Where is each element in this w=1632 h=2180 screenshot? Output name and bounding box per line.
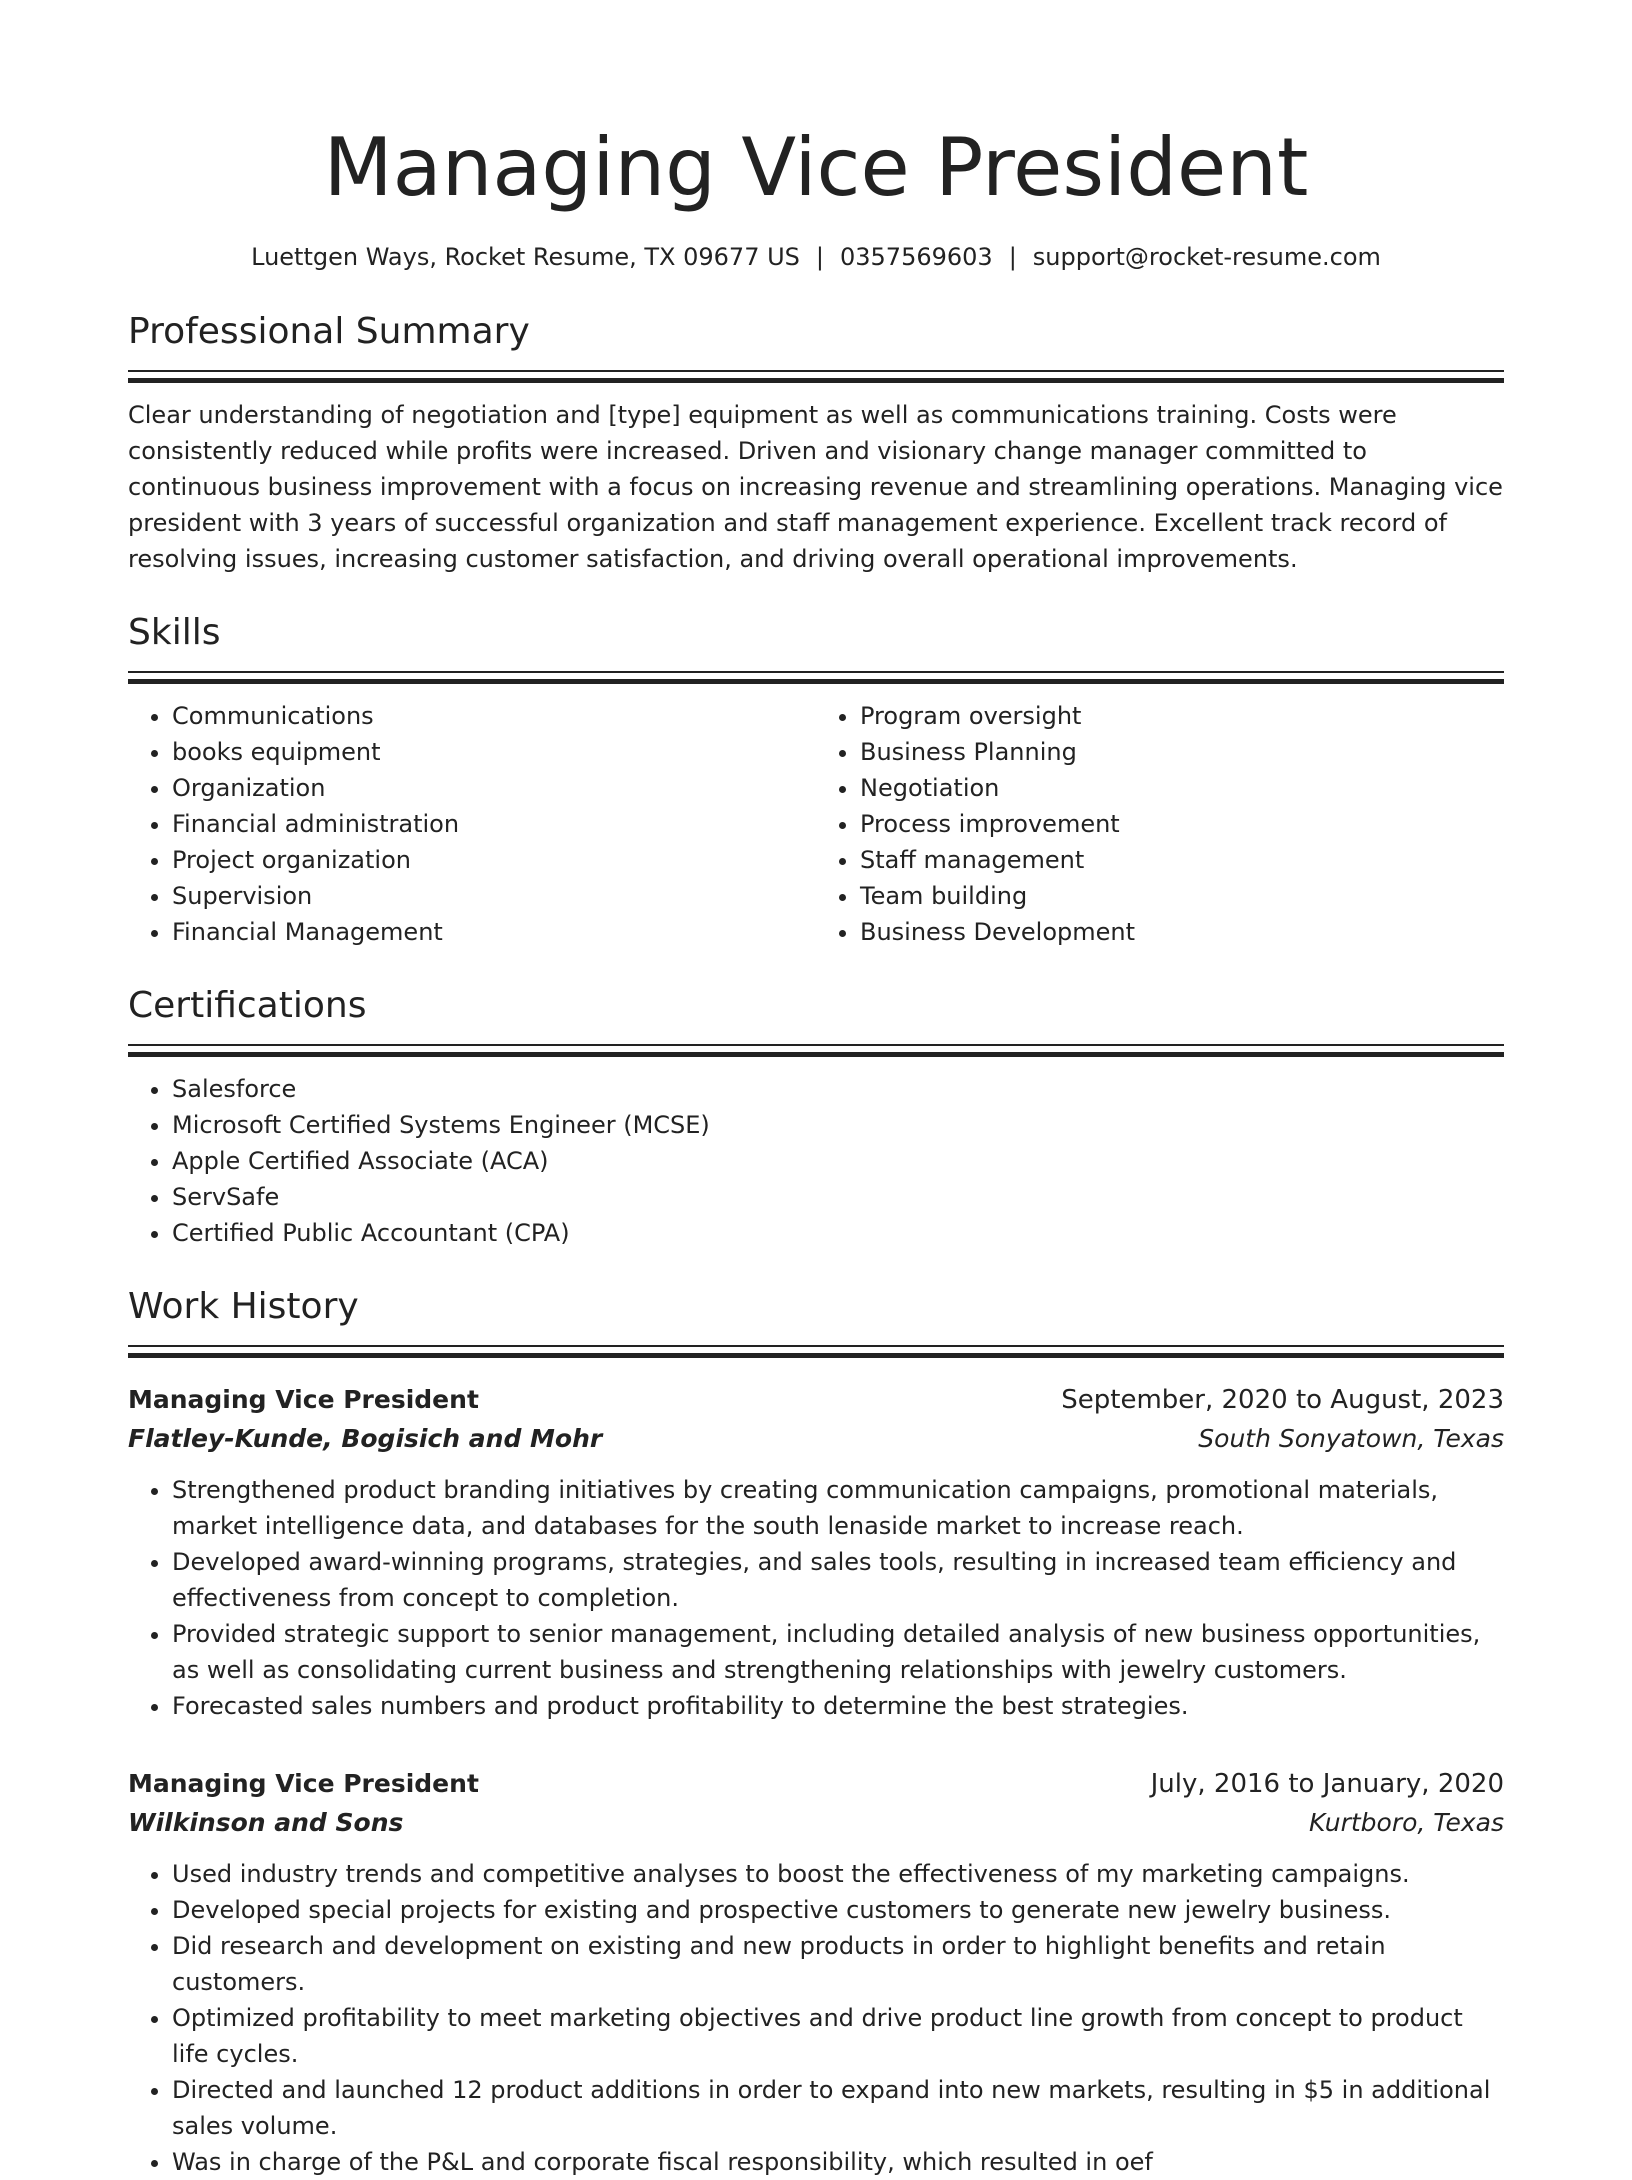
summary-text: Clear understanding of negotiation and [type] equipment as well as communications training. Costs were consistently reduced while profits were increased. Driven and visionary change manager committed to continuous business improvement with a focus on increasing revenue and streamlining operations. Managing vice president with 3 years of successful organization and staff management experience. Excellent track record of resolving issues, increasing customer satisfaction, and driving overall operational improvements. [128,401,1503,573]
job-company-row [128,1804,1504,1842]
contact-separator: | [1008,243,1017,271]
skill-item: • Program oversight [860,698,1504,734]
section-divider-thin [128,370,1504,372]
skills-list-left [128,698,816,950]
section-title-summary: Professional Summary [128,311,530,352]
section-divider-thick [128,1353,1504,1358]
skill-item: • Organization [172,770,816,806]
job-dates: September, 2020 to August, 2023 [1061,1385,1504,1415]
resume-name: Managing Vice President [323,121,1309,214]
job-entry [128,1764,1504,2180]
job-company-row [128,1420,1504,1458]
skill-item: • books equipment [172,734,816,770]
job-bullet: • Did research and development on existing and new products in order to highlight benefits and retain customers. [172,1928,1504,2000]
job-bullets [128,1472,1504,1724]
job-bullet: • Forecasted sales numbers and product profitability to determine the best strategies. [172,1688,1504,1724]
job-company: Wilkinson and Sons [128,1808,404,1837]
skill-item: • Project organization [172,842,816,878]
job-company: Flatley-Kunde, Bogisich and Mohr [128,1424,603,1453]
contact-address: Luettgen Ways, Rocket Resume, TX 09677 US [251,243,800,271]
job-bullet: • Was in charge of the P&L and corporate fiscal responsibility, which resulted in oef [172,2144,1504,2180]
certification-item: • Microsoft Certified Systems Engineer (MCSE) [172,1107,1504,1143]
skill-item: • Staff management [860,842,1504,878]
contact-phone: 0357569603 [839,243,993,271]
contact-separator: | [815,243,824,271]
section-divider-thin [128,1345,1504,1347]
section-title-work-history: Work History [128,1286,359,1327]
skill-item: • Business Planning [860,734,1504,770]
job-bullet: • Optimized profitability to meet marketing objectives and drive product line growth from concept to product life cycles. [172,2000,1504,2072]
certification-item: • Apple Certified Associate (ACA) [172,1143,1504,1179]
certification-item: • ServSafe [172,1179,1504,1215]
section-divider-thick [128,1052,1504,1057]
job-bullet: • Directed and launched 12 product additions in order to expand into new markets, resulting in $5 in additional sales volume. [172,2072,1504,2144]
job-title: Managing Vice President [128,1769,479,1798]
job-entry [128,1380,1504,1724]
skill-item: • Financial Management [172,914,816,950]
skill-item: • Business Development [860,914,1504,950]
job-bullet: • Provided strategic support to senior management, including detailed analysis of new business opportunities, as well as consolidating current business and strengthening relationships with jewelry customers. [172,1616,1504,1688]
job-bullet: • Strengthened product branding initiatives by creating communication campaigns, promotional materials, market intelligence data, and databases for the south lenaside market to increase reach. [172,1472,1504,1544]
section-divider-thick [128,679,1504,684]
section-divider-thin [128,671,1504,673]
skill-item: • Process improvement [860,806,1504,842]
certification-item: • Salesforce [172,1071,1504,1107]
section-divider-thick [128,378,1504,383]
job-location: South Sonyatown, Texas [1198,1424,1504,1453]
job-bullet: • Developed special projects for existing and prospective customers to generate new jewelry business. [172,1892,1504,1928]
work-history-section [128,1285,1504,2180]
skill-item: • Supervision [172,878,816,914]
section-title-skills: Skills [128,612,221,653]
job-header-row [128,1764,1504,1804]
job-bullets [128,1856,1504,2180]
section-divider-thin [128,1044,1504,1046]
job-dates: July, 2016 to January, 2020 [1150,1769,1504,1799]
certification-item: • Certified Public Accountant (CPA) [172,1215,1504,1251]
skills-section [128,611,1504,950]
skill-item: • Financial administration [172,806,816,842]
summary-section [128,310,1504,577]
contact-line [128,240,1504,274]
skill-item: • Negotiation [860,770,1504,806]
job-title: Managing Vice President [128,1385,479,1414]
skill-item: • Communications [172,698,816,734]
job-bullet: • Developed award-winning programs, strategies, and sales tools, resulting in increased team efficiency and effectiveness from concept to completion. [172,1544,1504,1616]
job-bullet: • Used industry trends and competitive analyses to boost the effectiveness of my marketing campaigns. [172,1856,1504,1892]
skills-columns [128,698,1504,950]
contact-email[interactable]: support@rocket-resume.com [1032,243,1381,271]
skill-item: • Team building [860,878,1504,914]
certifications-list [128,1071,1504,1251]
skills-list-right [816,698,1504,950]
job-location: Kurtboro, Texas [1309,1808,1504,1837]
section-title-certifications: Certifications [128,985,367,1026]
certifications-section [128,984,1504,1251]
job-header-row [128,1380,1504,1420]
